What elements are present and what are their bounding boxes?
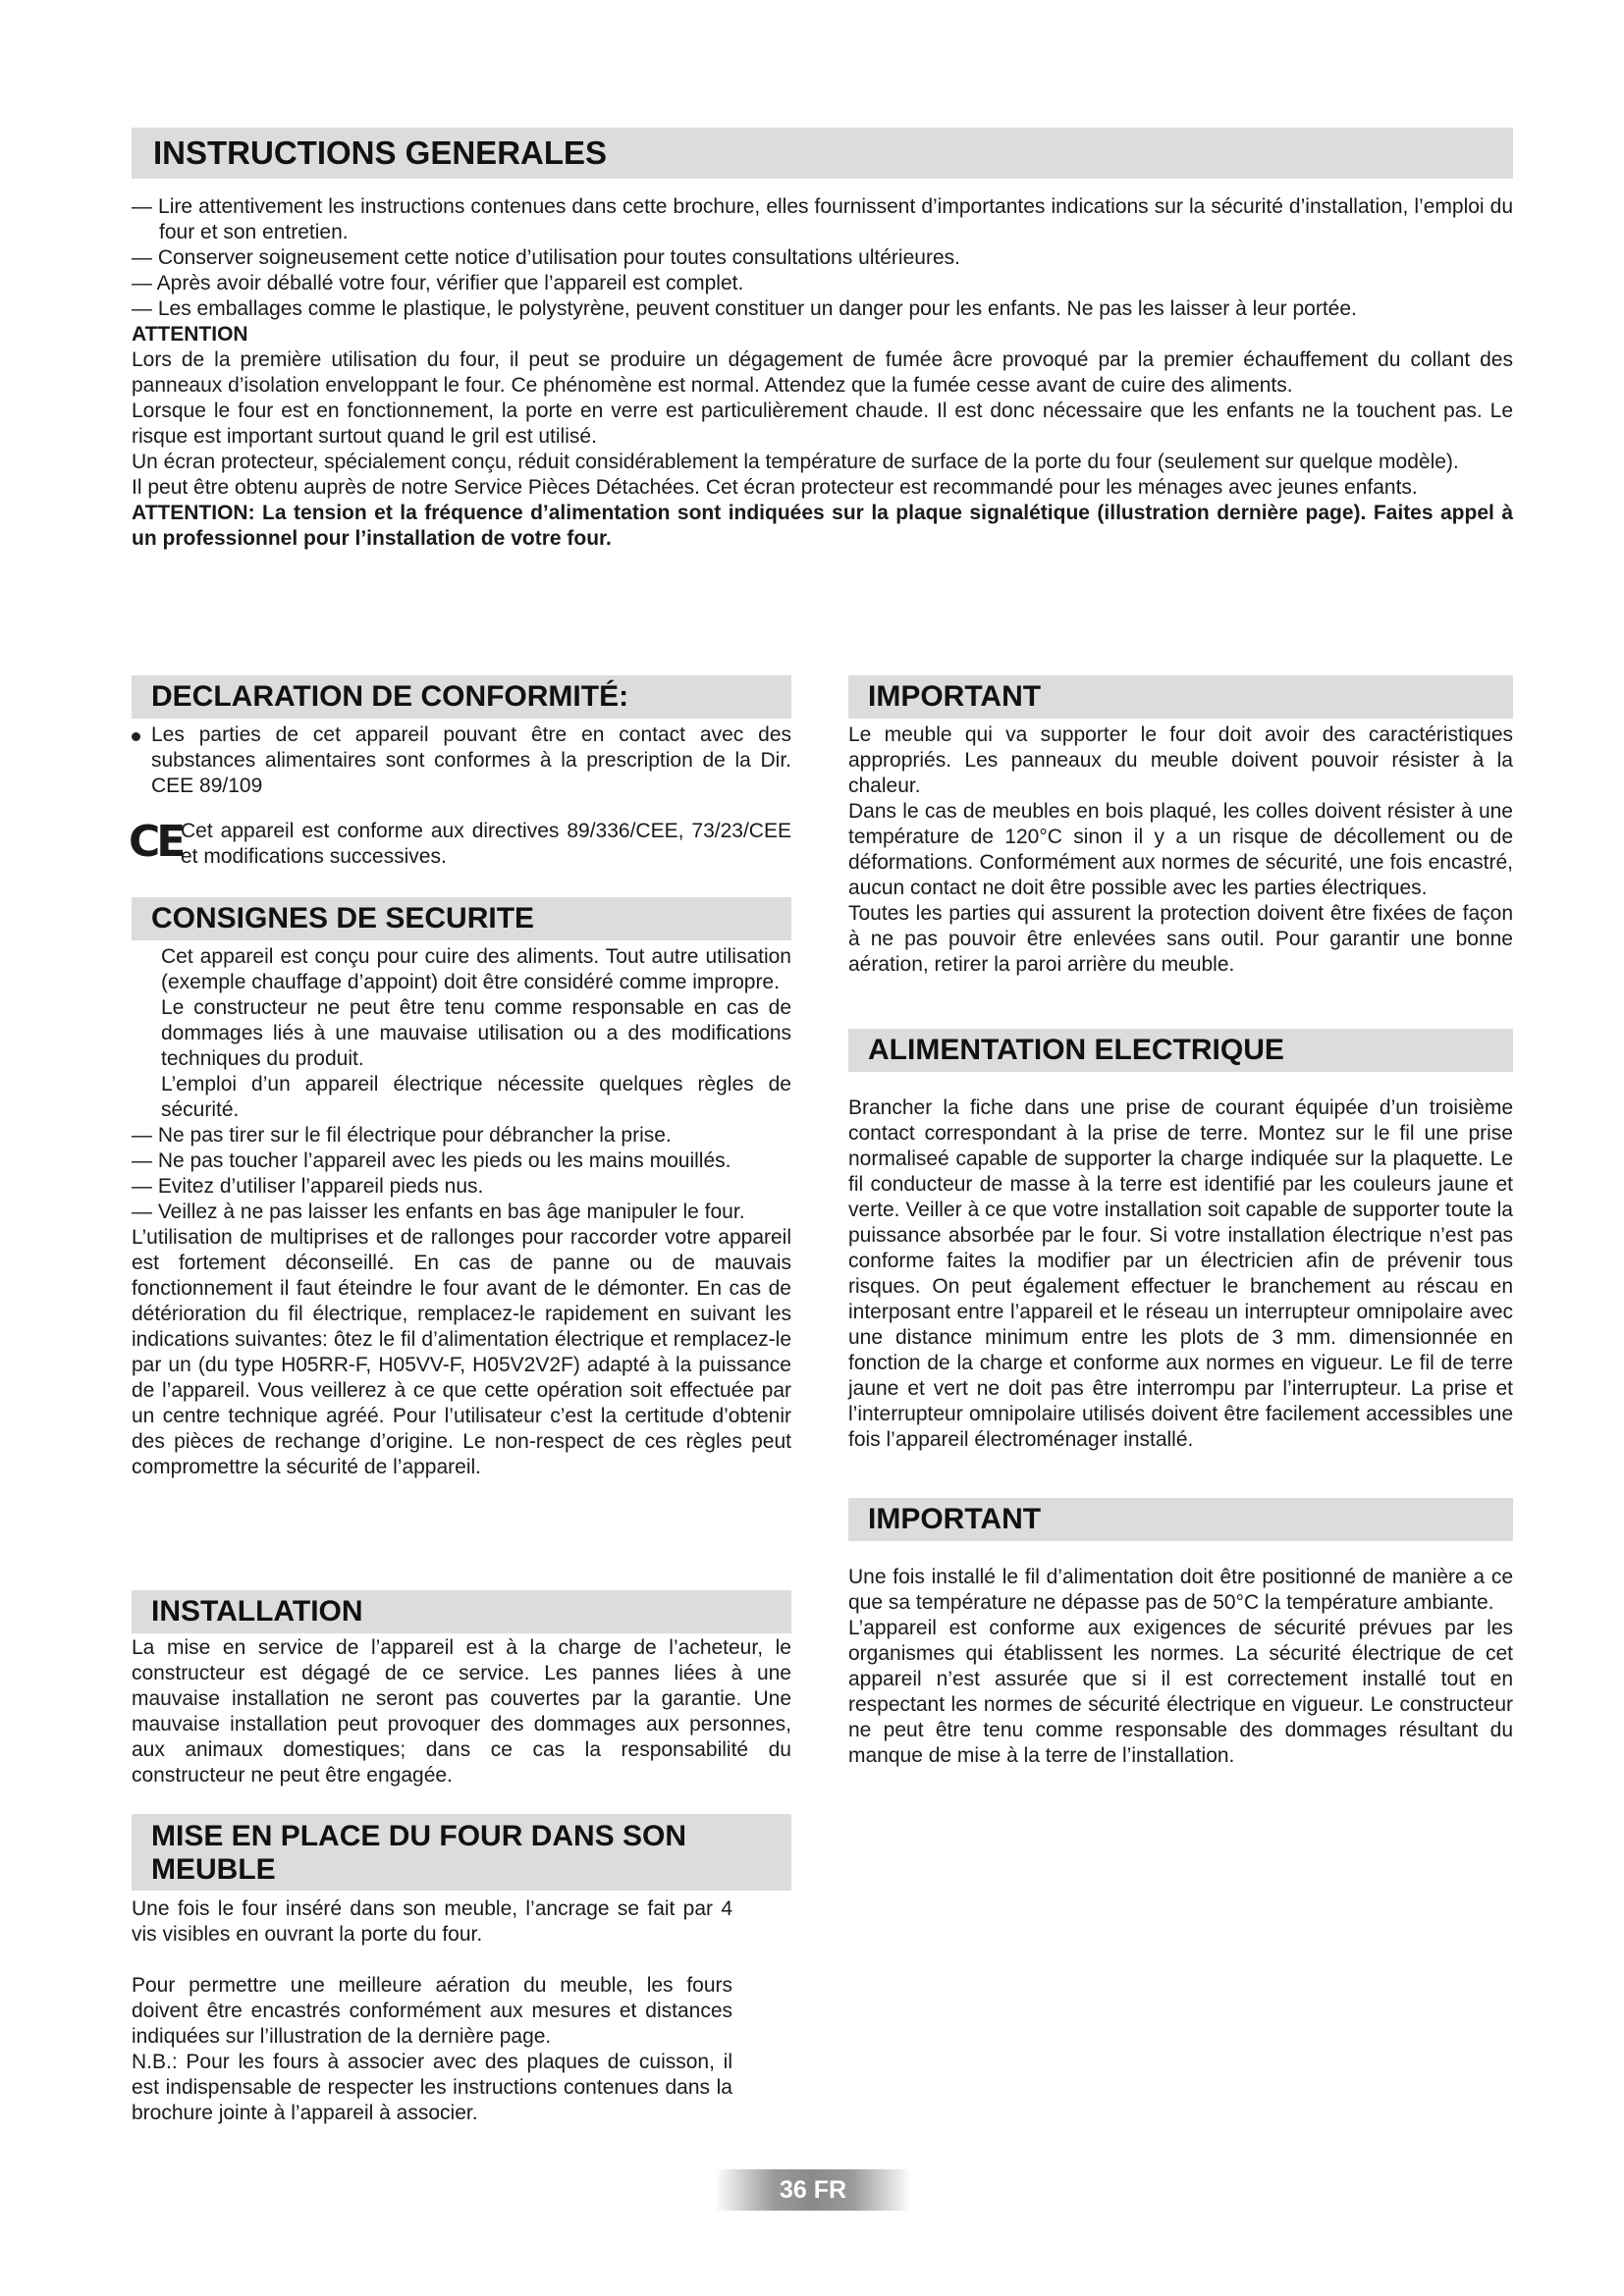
section-title-alimentation: ALIMENTATION ELECTRIQUE [848, 1029, 1513, 1072]
attention-heading: ATTENTION [132, 323, 248, 346]
mise-en-place-paragraph: N.B.: Pour les fours à associer avec des plaques de cuisson, il est indispensable de respecter les instructions contenues dans la brochure jointe à l’appareil à associer. [132, 2051, 732, 2124]
ce-declaration [129, 817, 791, 870]
consignes-dash-item: — Ne pas toucher l’appareil avec les pieds ou les mains mouillés. [132, 1149, 731, 1172]
page-number: 36 FR [779, 2175, 847, 2204]
consignes-dash-item: — Ne pas tirer sur le fil électrique pour débrancher la prise. [132, 1124, 672, 1147]
attention-paragraph: Lorsque le four est en fonctionnement, la porte en verre est particulièrement chaude. Il est donc nécessaire que les enfants ne la touchent pas. Le risque est important surtout quand le gril est utilisé. [132, 400, 1513, 448]
mise-en-place-paragraph: Pour permettre une meilleure aération du meuble, les fours doivent être encastrés conformément aux mesures et distances indiquées sur l’illustration de la dernière page. [132, 1974, 732, 2048]
consignes-paragraph: L’emploi d’un appareil électrique nécessite quelques règles de sécurité. [161, 1073, 791, 1121]
attention-paragraph: Un écran protecteur, spécialement conçu, réduit considérablement la température de surface de la porte du four (seulement sur quelque modèle). [132, 451, 1459, 473]
consignes-closing-text: L’utilisation de multiprises et de rallonges pour raccorder votre appareil est fortement déconseillé. En cas de panne ou de mauvais fonctionnement il faut éteindre le four avant de le démonter. En cas de détérioration du fil électrique, remplacez-le rapidement en suivant les indications suivantes: ôtez le fil d’alimentation électrique et remplacez-le par un (du type H05RR-F, H05VV-F, H05V2V2F) adapté à la puissance de l’appareil. Vous veillerez à ce que cette opération soit effectuée par un centre technique agréé. Pour l’utilisateur c’est la certitude d’obtenir des pièces de rechange d’origine. Le non-respect de ces règles peut compromettre la sécurité de l’appareil. [132, 1226, 791, 1478]
attention-paragraph: Il peut être obtenu auprès de notre Service Pièces Détachées. Cet écran protecteur est recommandé pour les ménages avec jeunes enfants. [132, 476, 1418, 499]
section-title-important-2: IMPORTANT [848, 1498, 1513, 1541]
instruction-item: — Conserver soigneusement cette notice d’utilisation pour toutes consultations ultérieures. [132, 246, 960, 269]
instructions-generales-body [132, 194, 1513, 552]
important-2-paragraph: Une fois installé le fil d’alimentation doit être positionné de manière a ce que sa température ne dépasse pas de 50°C la température ambiante. [848, 1566, 1513, 1614]
important-section-1 [848, 675, 1513, 978]
instruction-item: — Lire attentivement les instructions contenues dans cette brochure, elles fournissent d’importantes indications sur la sécurité d’installation, l’emploi du four et son entretien. [132, 195, 1513, 243]
alimentation-section [848, 1029, 1513, 1453]
ce-declaration-text: Cet appareil est conforme aux directives 89/336/CEE, 73/23/CEE et modifications successives. [181, 820, 791, 868]
section-title-declaration: DECLARATION DE CONFORMITÉ: [132, 675, 791, 719]
section-title-mise-en-place: MISE EN PLACE DU FOUR DANS SON MEUBLE [132, 1814, 791, 1891]
voltage-attention-note: ATTENTION: La tension et la fréquence d’alimentation sont indiquées sur la plaque signalétique (illustration dernière page). Faites appel à un professionnel pour l’installation de votre four. [132, 502, 1513, 550]
important-2-paragraph: L’appareil est conforme aux exigences de sécurité prévues par les organismes qui établissent les normes. La sécurité électrique de cet appareil n’est assurée que si il est correctement installé tout en respectant les normes de sécurité électrique en vigueur. Le constructeur ne peut être tenu comme responsable des dommages résultant du manque de mise à la terre de l’installation. [848, 1617, 1513, 1767]
instruction-item: — Après avoir déballé votre four, vérifier que l’appareil est complet. [132, 272, 744, 294]
alimentation-text: Brancher la fiche dans une prise de courant équipée d’un troisième contact correspondant à la prise de terre. Montez sur le fil une prise normaliseé capable de supporter la charge indiquée sur la plaquette. Le fil conducteur de masse à la terre est identifié par les couleurs jaune et verte. Veiller à ce que votre installation soit capable de supporter toute la puissance absorbée par le four. Si votre installation électrique n’est pas conforme faites la modifier par un électricien afin de prévenir tous risques. On peut également effectuer le branchement au réscau en interposant entre l’appareil et le réseau un interrupteur omnipolaire avec une distance minimum entre les plots de 3 mm. dimensionnée en fonction de la charge et conforme aux normes en vigueur. Le fil de terre jaune et vert ne doit pas être interrompu par l’interrupteur. La prise et l’interrupteur omnipolaire utilisés doivent être facilement accessibles une fois l’appareil électroménager installé. [848, 1096, 1513, 1451]
bullet-icon [132, 732, 140, 741]
mise-en-place-section [132, 1814, 791, 2126]
consignes-paragraph: Cet appareil est conçu pour cuire des aliments. Tout autre utilisation (exemple chauffage d’appoint) doit être considéré comme impropre. [161, 945, 791, 993]
installation-text: La mise en service de l’appareil est à la charge de l’acheteur, le constructeur est dégagé de ce service. Les pannes liées à une mauvaise installation ne seront pas couvertes par la garantie. Une mauvaise installation peut provoquer des dommages aux personnes, aux animaux domestiques; dans ce cas la responsabilité du constructeur ne peut être engagée. [132, 1636, 791, 1787]
section-title-installation: INSTALLATION [132, 1590, 791, 1633]
important-paragraph: Toutes les parties qui assurent la protection doivent être fixées de façon à ne pas pouvoir être enlevées sans outil. Pour garantir une bonne aération, retirer la paroi arrière du meuble. [848, 902, 1513, 976]
section-title-important: IMPORTANT [848, 675, 1513, 719]
declaration-bullet-text: Les parties de cet appareil pouvant être en contact avec des substances alimentaires sont conformes à la prescription de la Dir. CEE 89/109 [151, 723, 791, 797]
consignes-dash-item: — Veillez à ne pas laisser les enfants en bas âge manipuler le four. [132, 1201, 745, 1223]
installation-section [132, 1590, 791, 1789]
important-paragraph: Le meuble qui va supporter le four doit avoir des caractéristiques appropriés. Les panneaux du meuble doivent pouvoir résister à la chaleur. [848, 723, 1513, 797]
instruction-item: — Les emballages comme le plastique, le polystyrène, peuvent constituer un danger pour les enfants. Ne pas les laisser à leur portée. [132, 297, 1357, 320]
consignes-section [132, 897, 791, 1480]
attention-paragraph: Lors de la première utilisation du four, il peut se produire un dégagement de fumée âcre provoqué par la premier échauffement du collant des panneaux d’isolation enveloppant le four. Ce phénomène est normal. Attendez que la fumée cesse avant de cuire des aliments. [132, 348, 1513, 397]
declaration-bullet [132, 722, 791, 799]
consignes-paragraph: Le constructeur ne peut être tenu comme responsable en cas de dommages liés à une mauvaise utilisation ou a des modifications techniques du produit. [161, 996, 791, 1070]
mise-en-place-paragraph: Une fois le four inséré dans son meuble, l’ancrage se fait par 4 vis visibles en ouvrant la porte du four. [132, 1897, 732, 1946]
page-number-badge [715, 2169, 911, 2211]
consignes-dash-item: — Evitez d’utiliser l’appareil pieds nus. [132, 1175, 484, 1198]
declaration-section [129, 675, 791, 870]
important-paragraph: Dans le cas de meubles en bois plaqué, les colles doivent résister à une température de 120°C sinon il y a un risque de décollement ou de déformations. Conformément aux normes de sécurité, une fois encastré, aucun contact ne doit être possible avec les parties électriques. [848, 800, 1513, 899]
ce-mark-icon: CE [129, 817, 183, 867]
important-section-2 [848, 1498, 1513, 1769]
section-title-consignes: CONSIGNES DE SECURITE [132, 897, 791, 940]
section-title-instructions-generales: INSTRUCTIONS GENERALES [132, 128, 1513, 179]
